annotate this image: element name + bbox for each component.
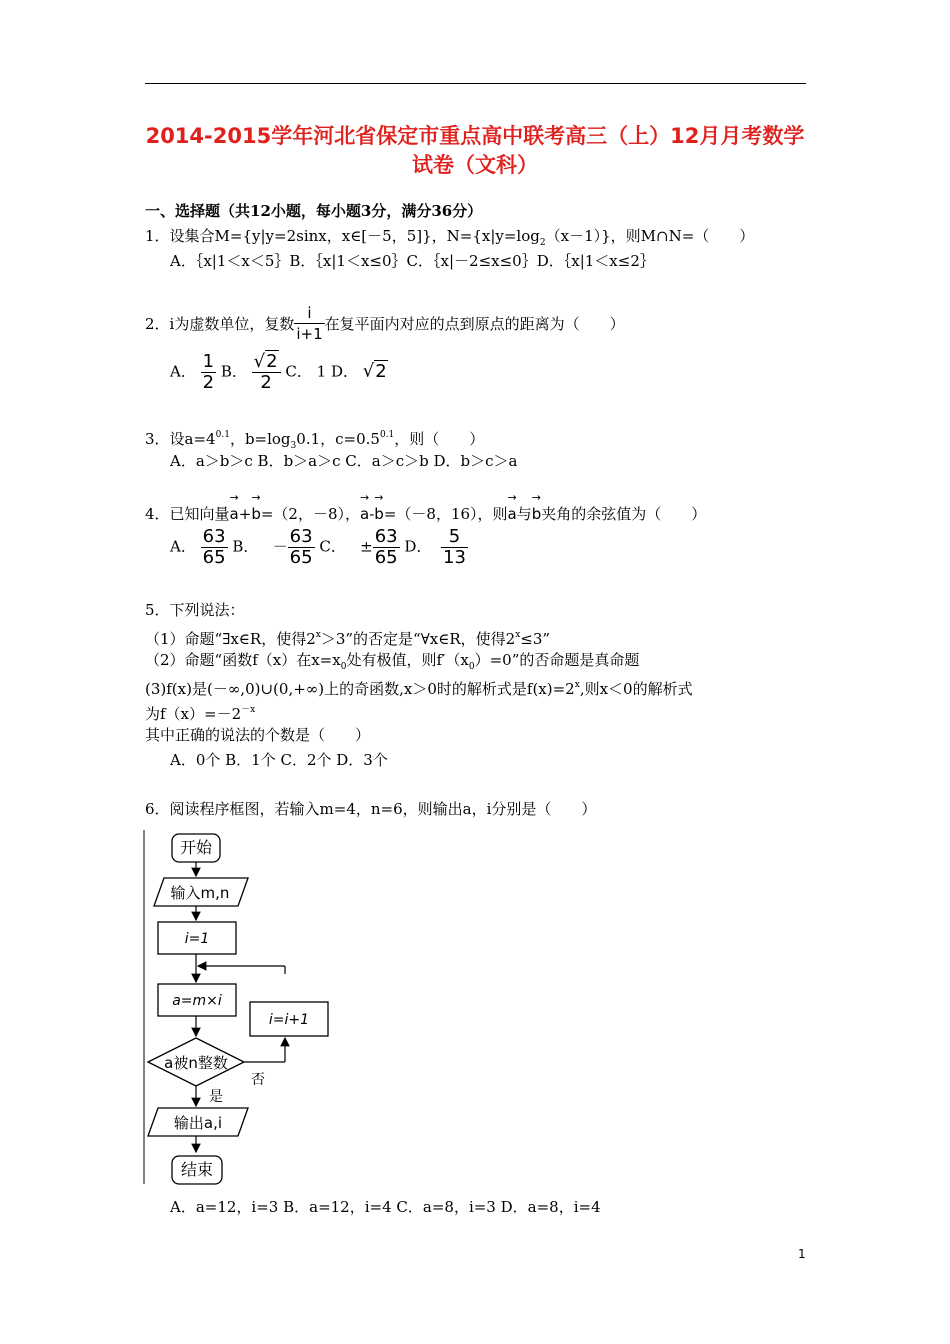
q4-options: A． $\frac{63}{65}$ B． － $\frac{63}{65}$ C． ± $\frac{63}{65}$ D． $\frac{5}{13}$ [170, 526, 466, 568]
q5-stem: 5．下列说法： [145, 601, 245, 619]
q4-option-c-fraction: $\frac{63}{65}$ [374, 526, 398, 568]
q2-stem: 2．i为虚数单位，复数 $\frac{i}{i+1}$ 在复平面内对应的点到原点的距离为（ ） [145, 304, 625, 343]
q5-options: A．0个 B．1个 C．2个 D．3个 [170, 751, 388, 769]
page-number: 1 [798, 1247, 806, 1261]
header-rule [145, 83, 806, 84]
q4-option-d-fraction: $\frac{5}{13}$ [443, 526, 466, 568]
q2-option-a-fraction: $\frac{1}{2}$ [202, 351, 215, 393]
flow-output-label: 输出a,i [173, 1114, 223, 1132]
q5-statement-3-cont: 为$f(x)=-2^{-x}$ [145, 705, 256, 723]
q4-option-a-fraction: $\frac{63}{65}$ [202, 526, 226, 568]
q1-stem: 1．设集合M={y|y=2sinx，x∈[－5，5]}，$N=\{x|y=\log_2(x-1)\}$，则M∩N=（ ） [145, 227, 755, 248]
q4-stem: 4．已知向量 → a+ → b=（2，－8）， → a- → b=（－8，16），则 → a与 → b夹角的余弦值为（ ） [145, 491, 707, 523]
flow-end-label: 结束 [180, 1160, 214, 1179]
flow-yes-label: 是 [209, 1089, 223, 1105]
q2-fraction: $\frac{i}{i+1}$ [296, 304, 323, 343]
page-title-line2: 试卷（文科） [412, 153, 538, 177]
flow-input-label: 输入m,n [170, 884, 230, 902]
q6-options: A．a=12，i=3 B．a=12，i=4 C．a=8，i=3 D．a=8，i=4 [170, 1198, 601, 1216]
flow-start-label: 开始 [179, 838, 213, 857]
q5-question: 其中正确的说法的个数是（ ） [145, 726, 371, 744]
q5-statement-2: （2）命题“函数f（x）在$x=x_0$处有极值，则$f'(x_0)=0$”的否命题是真命题 [145, 651, 640, 672]
vector-b: → b [251, 491, 261, 523]
flow-no-label: 否 [251, 1072, 265, 1088]
flowchart [140, 826, 340, 1190]
q3-stem: 3．设$a=4^{0.1}$，$b=\log_30.1$，$c=0.5^{0.1}$，则（ ） [145, 430, 485, 451]
flow-init-label: i=1 [184, 931, 210, 947]
vector-a: → a [229, 491, 239, 523]
q3-options: A．a＞b＞c B．b＞a＞c C．a＞c＞b D．b＞c＞a [170, 452, 518, 470]
flow-assign-label: a=m×i [172, 993, 222, 1009]
q6-stem: 6．阅读程序框图，若输入m=4，n=6，则输出a，i分别是（ ） [145, 800, 597, 818]
q4-option-b-fraction: $\frac{63}{65}$ [289, 526, 313, 568]
q5-statement-3: (3)f(x)是(－∞,0)∪(0,+∞)上的奇函数,x＞0时的解析式是$f(x)=2^x$,则x＜0的解析式 [145, 680, 693, 698]
q5-statement-1: （1）命题“∃x∈R，使得$2^x>3$”的否定是“∀x∈R，使得$2^x\le 3$” [145, 630, 551, 648]
q1-options: A．｛x|1＜x＜5｝B．｛x|1＜x≤0｝C．｛x|－2≤x≤0｝D．｛x|1＜x≤2｝ [170, 252, 655, 270]
q2-option-d-sqrt: √2 [362, 360, 387, 382]
section-heading: 一、选择题（共12小题，每小题3分，满分36分） [145, 202, 483, 220]
flow-increment-label: i=i+1 [268, 1012, 310, 1028]
q2-option-b-fraction: $\frac{√2}{2}$ [252, 352, 281, 393]
q2-options: A． $\frac{1}{2}$ B． $\frac{√2}{2}$ C． 1 D． √2 [170, 351, 387, 393]
flow-decision-label: a被n整数 [164, 1054, 228, 1072]
page-title-line1: 2014-2015学年河北省保定市重点高中联考高三（上）12月月考数学 [145, 124, 805, 148]
